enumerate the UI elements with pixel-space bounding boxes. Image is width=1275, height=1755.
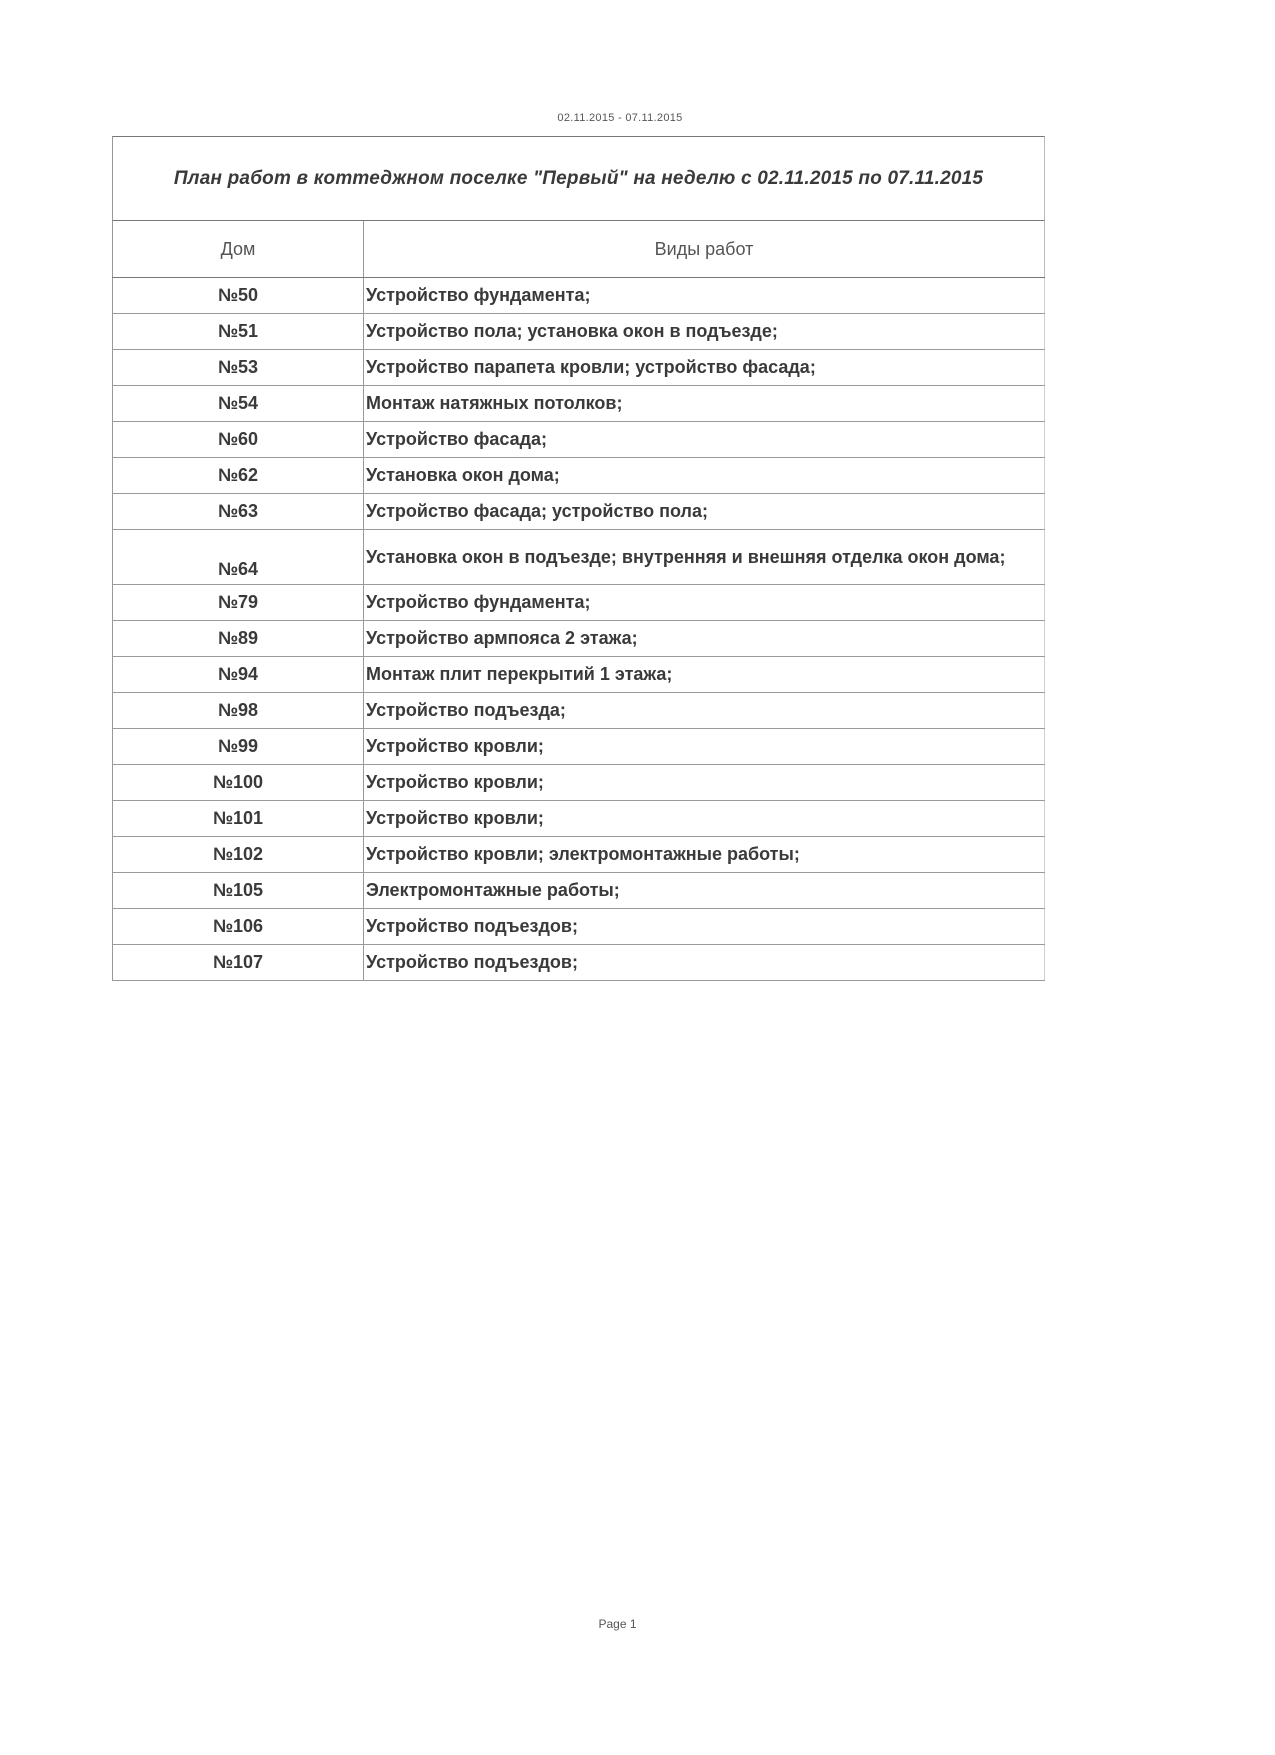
- table-row: [113, 693, 1045, 729]
- work-description-cell: Установка окон в подъезде; внутренняя и внешняя отделка окон дома;: [364, 530, 1045, 585]
- work-description-cell: Устройство фасада;: [364, 422, 1045, 458]
- house-number-cell: №63: [113, 494, 364, 530]
- table-row: [113, 765, 1045, 801]
- house-number-cell: №50: [113, 278, 364, 314]
- house-number-cell: №105: [113, 873, 364, 909]
- work-description-cell: Электромонтажные работы;: [364, 873, 1045, 909]
- table-row: [113, 278, 1045, 314]
- table-row: [113, 621, 1045, 657]
- house-number-cell: №89: [113, 621, 364, 657]
- table-row: [113, 873, 1045, 909]
- work-description-cell: Устройство кровли;: [364, 729, 1045, 765]
- table-row: [113, 945, 1045, 981]
- work-description-cell: Устройство пола; установка окон в подъезде;: [364, 314, 1045, 350]
- work-description-cell: Устройство фундамента;: [364, 585, 1045, 621]
- work-description-cell: Устройство армпояса 2 этажа;: [364, 621, 1045, 657]
- table-row: [113, 909, 1045, 945]
- work-description-cell: Устройство подъездов;: [364, 909, 1045, 945]
- table-row: [113, 530, 1045, 585]
- table-row: [113, 350, 1045, 386]
- work-description-cell: Установка окон дома;: [364, 458, 1045, 494]
- house-number-cell: №64: [113, 530, 364, 585]
- house-number-cell: №98: [113, 693, 364, 729]
- house-number-cell: №60: [113, 422, 364, 458]
- table-row: [113, 729, 1045, 765]
- house-number-cell: №54: [113, 386, 364, 422]
- house-number-cell: №53: [113, 350, 364, 386]
- house-number-cell: №106: [113, 909, 364, 945]
- table-row: [113, 494, 1045, 530]
- work-description-cell: Монтаж натяжных потолков;: [364, 386, 1045, 422]
- house-number-cell: №79: [113, 585, 364, 621]
- work-description-cell: Устройство кровли; электромонтажные работы;: [364, 837, 1045, 873]
- title-box: [112, 136, 1045, 221]
- table-header-row: [113, 221, 1045, 278]
- house-number-cell: №101: [113, 801, 364, 837]
- table-row: [113, 657, 1045, 693]
- table-row: [113, 422, 1045, 458]
- house-number-cell: №51: [113, 314, 364, 350]
- work-description-cell: Устройство парапета кровли; устройство фасада;: [364, 350, 1045, 386]
- document-title: План работ в коттеджном поселке "Первый" на неделю с 02.11.2015 по 07.11.2015: [173, 167, 984, 189]
- work-plan-sheet: [112, 136, 1045, 981]
- table-row: [113, 585, 1045, 621]
- house-number-cell: №62: [113, 458, 364, 494]
- work-description-cell: Устройство подъезда;: [364, 693, 1045, 729]
- table-row: [113, 386, 1045, 422]
- work-description-cell: Устройство кровли;: [364, 765, 1045, 801]
- table-row: [113, 837, 1045, 873]
- work-description-cell: Устройство фундамента;: [364, 278, 1045, 314]
- work-description-cell: Устройство подъездов;: [364, 945, 1045, 981]
- house-number-cell: №100: [113, 765, 364, 801]
- house-number-cell: №102: [113, 837, 364, 873]
- table-row: [113, 458, 1045, 494]
- work-description-cell: Устройство фасада; устройство пола;: [364, 494, 1045, 530]
- table-row: [113, 801, 1045, 837]
- table-row: [113, 314, 1045, 350]
- work-description-cell: Устройство кровли;: [364, 801, 1045, 837]
- work-description-cell: Монтаж плит перекрытий 1 этажа;: [364, 657, 1045, 693]
- page-header-date-range: 02.11.2015 - 07.11.2015: [557, 112, 683, 124]
- house-number-cell: №99: [113, 729, 364, 765]
- column-header-work: Виды работ: [364, 221, 1045, 278]
- column-header-house: Дом: [113, 221, 364, 278]
- work-plan-table: [112, 221, 1045, 981]
- house-number-cell: №107: [113, 945, 364, 981]
- house-number-cell: №94: [113, 657, 364, 693]
- page-number: Page 1: [598, 1617, 637, 1631]
